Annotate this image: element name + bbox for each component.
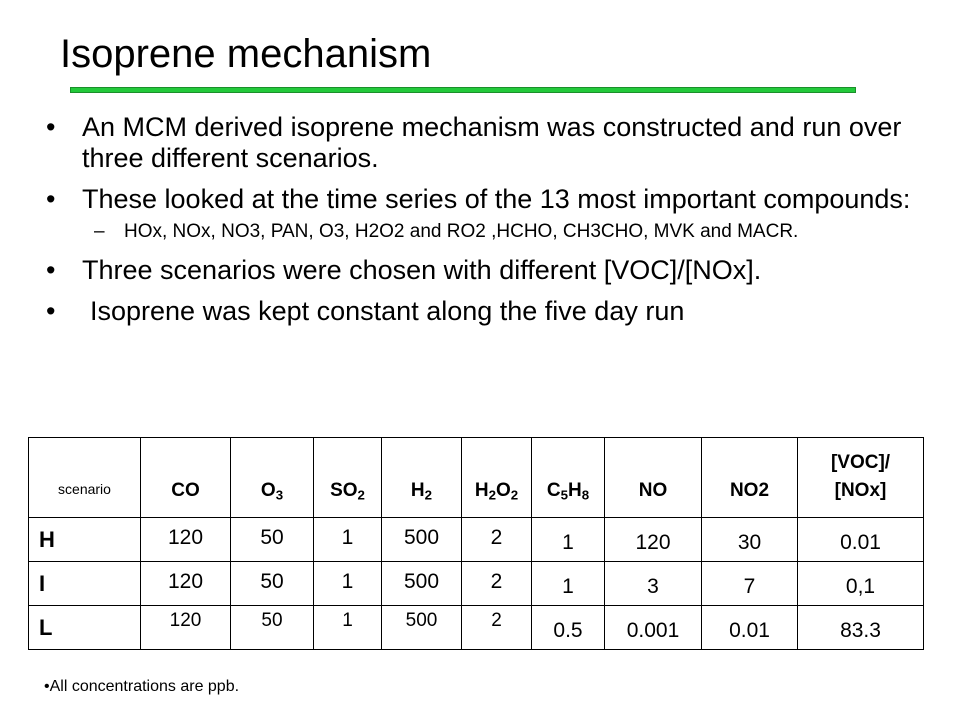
bullet-item — [46, 255, 926, 286]
cell-so2: 1 — [314, 562, 382, 606]
cell-h2o2: 2 — [462, 606, 532, 650]
bullet-item — [46, 184, 926, 215]
title-underline — [70, 87, 856, 93]
table-row — [29, 562, 924, 606]
cell-so2: 1 — [314, 606, 382, 650]
row-scenario: H — [29, 518, 141, 562]
table-row — [29, 606, 924, 650]
header-scenario: scenario — [29, 438, 141, 518]
bullet-dot-icon: • — [46, 296, 56, 326]
bullet-dot-icon: • — [46, 112, 56, 142]
scenario-table — [28, 437, 924, 650]
bullet-text: An MCM derived isoprene mechanism was constructed and run over three different scenarios. — [82, 112, 902, 173]
dash-icon: – — [94, 221, 105, 242]
cell-ratio: 0,1 — [798, 562, 924, 606]
cell-o3: 50 — [231, 606, 314, 650]
header-h2o2: $H_2O_2$ — [462, 438, 532, 518]
bullet-text: Isoprene was kept constant along the five day run — [90, 296, 685, 326]
bullet-text: Three scenarios were chosen with different [VOC]/[NOx]. — [82, 255, 762, 285]
header-co: CO — [141, 438, 231, 518]
slide-title: Isoprene mechanism — [60, 32, 432, 76]
cell-ratio: 83.3 — [798, 606, 924, 650]
cell-h2: 500 — [382, 518, 462, 562]
header-h2: $H_2$ — [382, 438, 462, 518]
cell-no2: 0.01 — [702, 606, 798, 650]
table-header-row — [29, 438, 924, 518]
header-no2: NO2 — [702, 438, 798, 518]
sub-bullet-text: HOx, NOx, NO3, PAN, O3, H2O2 and RO2 ,HCHO, CH3CHO, MVK and MACR. — [124, 221, 799, 242]
cell-no: 3 — [605, 562, 702, 606]
bullet-item — [46, 296, 926, 327]
bullet-dot-icon: • — [46, 184, 56, 214]
footnote: •All concentrations are ppb. — [44, 678, 240, 695]
cell-so2: 1 — [314, 518, 382, 562]
table-row — [29, 518, 924, 562]
bullet-item — [46, 112, 926, 174]
cell-co: 120 — [141, 562, 231, 606]
header-ratio: [VOC]/ [NOx] — [798, 438, 924, 518]
cell-h2: 500 — [382, 562, 462, 606]
cell-no: 0.001 — [605, 606, 702, 650]
cell-c5h8: 1 — [532, 562, 605, 606]
cell-h2: 500 — [382, 606, 462, 650]
sub-bullet-item — [46, 221, 926, 243]
cell-h2o2: 2 — [462, 562, 532, 606]
bullet-dot-icon: • — [46, 255, 56, 285]
cell-no: 120 — [605, 518, 702, 562]
cell-o3: 50 — [231, 518, 314, 562]
cell-h2o2: 2 — [462, 518, 532, 562]
row-scenario: L — [29, 606, 141, 650]
cell-c5h8: 0.5 — [532, 606, 605, 650]
header-so2: $SO_2$ — [314, 438, 382, 518]
cell-no2: 7 — [702, 562, 798, 606]
header-c5h8: $C_5H_8$ — [532, 438, 605, 518]
cell-ratio: 0.01 — [798, 518, 924, 562]
cell-o3: 50 — [231, 562, 314, 606]
bullet-text: These looked at the time series of the 13 most important compounds: — [82, 184, 911, 214]
cell-c5h8: 1 — [532, 518, 605, 562]
header-no: NO — [605, 438, 702, 518]
cell-co: 120 — [141, 606, 231, 650]
header-o3: $O_3$ — [231, 438, 314, 518]
cell-co: 120 — [141, 518, 231, 562]
bullet-list — [46, 112, 926, 337]
cell-no2: 30 — [702, 518, 798, 562]
row-scenario: I — [29, 562, 141, 606]
